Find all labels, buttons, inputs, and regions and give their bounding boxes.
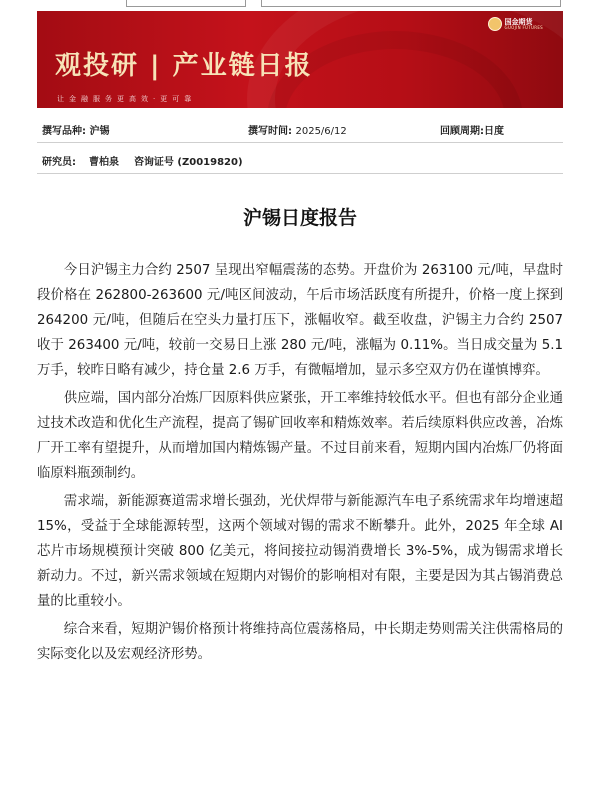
meta-period (440, 122, 504, 137)
meta-divider-2 (37, 173, 563, 174)
meta-license-value: (Z0019820) (177, 157, 243, 168)
meta-time (248, 122, 347, 137)
logo-text-cn: 国金期货 (504, 17, 533, 26)
meta-variety (42, 122, 109, 137)
meta-researcher-label: 研究员: (42, 157, 76, 168)
paragraph-market: 今日沪锡主力合约 2507 呈现出窄幅震荡的态势。开盘价为 263100 元/吨，早盘时段价格在 262800-263600 元/吨区间波动，午后市场活跃度有所提升，价格一度上探到 264200 元/吨，但随后在空头力量打压下，涨幅收窄。截至收盘，沪锡主力合约 2507 收于 263400 元/吨，较前一交易日上涨 280 元/吨，涨幅为 0.11%。当日成交量为 5.1 万手，较昨日略有减少，持仓量 2.6 万手，有微幅增加，显示多空双方仍在谨慎博弈。 (37, 263, 563, 378)
top-frame-right (261, 0, 561, 7)
document-title: 沪锡日度报告 (242, 207, 357, 229)
meta-time-value: 2025/6/12 (295, 126, 347, 137)
paragraph-summary: 综合来看，短期沪锡价格预计将维持高位震荡格局，中长期走势则需关注供需格局的实际变化以及宏观经济形势。 (37, 622, 563, 662)
meta-researcher-value: 曹柏泉 (88, 157, 119, 168)
logo-icon (488, 17, 502, 31)
company-logo (488, 17, 543, 31)
banner-slogan: 让金融服务更高效·更可靠 (57, 95, 197, 103)
paragraph-demand: 需求端，新能源赛道需求增长强劲，光伏焊带与新能源汽车电子系统需求年均增速超 15%，受益于全球能源转型，这两个领域对锡的需求不断攀升。此外，2025 年全球 AI 芯片市场规模预计突破 800 亿美元，将间接拉动锡消费增长 3%-5%，成为锡需求增长新动力。不过，新兴需求领域在短期内对锡价的影响相对有限，主要是因为其占锡消费总量的比重较小。 (37, 494, 563, 609)
top-frame-left (126, 0, 246, 7)
logo-text-en: GUOJIN FUTURES (504, 24, 543, 30)
top-frame-edges (0, 0, 600, 8)
report-banner (37, 11, 563, 108)
meta-variety-value: 沪锡 (89, 126, 110, 137)
meta-license-label: 咨询证号 (133, 157, 174, 168)
paragraph-supply: 供应端，国内部分冶炼厂因原料供应紧张，开工率维持较低水平。但也有部分企业通过技术改造和优化生产流程，提高了锡矿回收率和精炼效率。若后续原料供应改善，冶炼厂开工率有望提升，从而增加国内精炼锡产量。不过目前来看，短期内国内冶炼厂仍将面临原料瓶颈制约。 (37, 391, 563, 481)
meta-divider-1 (37, 142, 563, 143)
meta-variety-label: 撰写品种: (42, 126, 86, 137)
meta-time-label: 撰写时间: (248, 126, 292, 137)
meta-researcher (42, 153, 243, 168)
report-body (37, 258, 563, 670)
meta-period-label: 回顾周期: (440, 126, 484, 137)
banner-title: 观投研 | 产业链日报 (55, 51, 313, 81)
meta-period-value: 日度 (484, 126, 504, 137)
